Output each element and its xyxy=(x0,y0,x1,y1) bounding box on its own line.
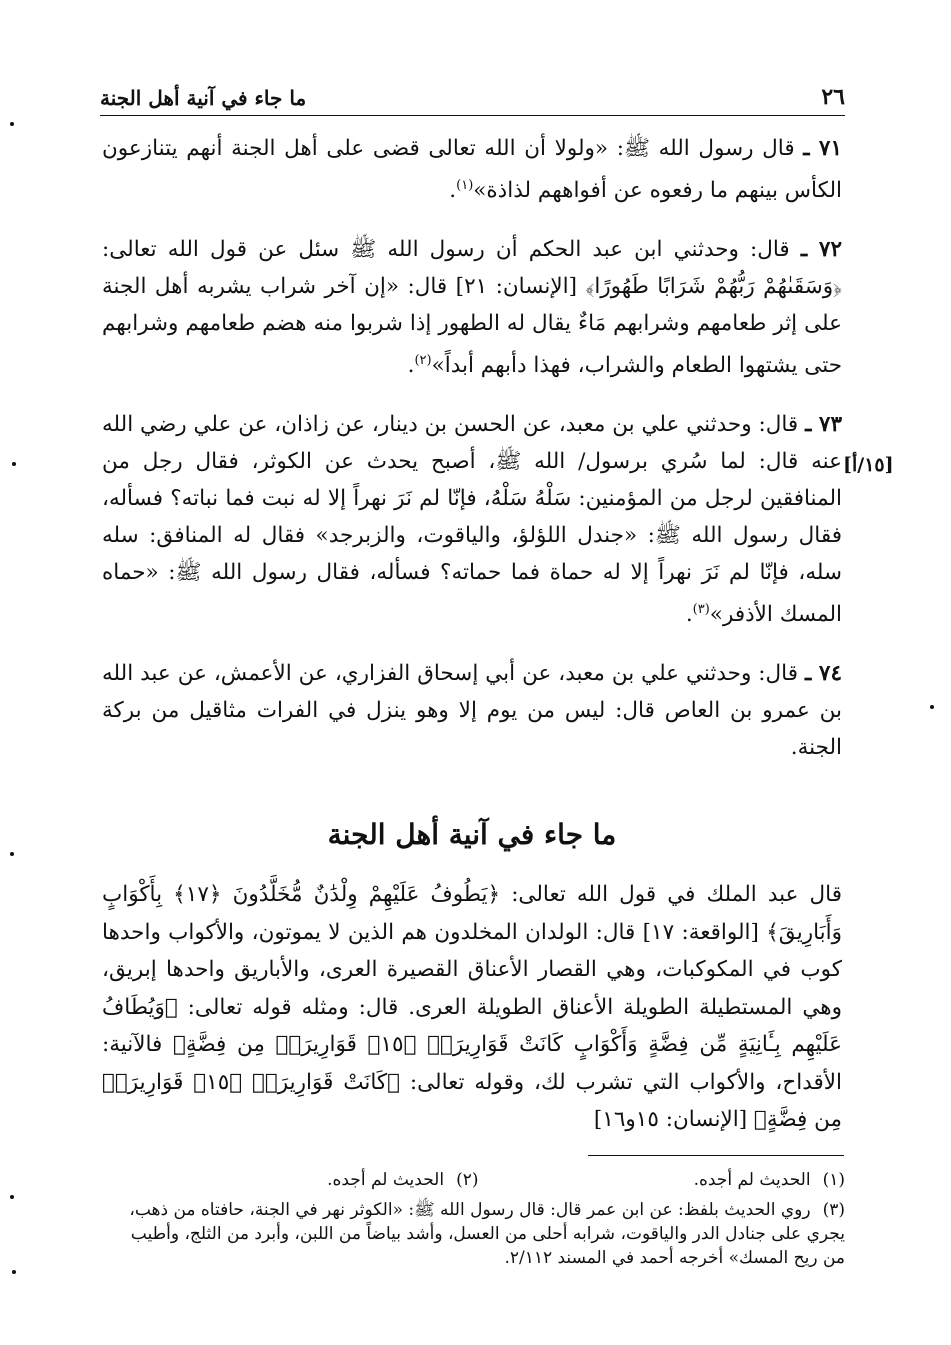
scan-speck xyxy=(10,852,14,856)
hadith-number: ٧٢ ـ xyxy=(800,237,842,263)
running-title: ما جاء في آنية أهل الجنة xyxy=(100,86,307,110)
footnote-ref: (٢) xyxy=(414,353,432,369)
hadith-text: قال: وحدثني علي بن معبد، عن أبي إسحاق الفزاري، عن الأعمش، عن عبد الله بن عمرو بن العاص قال: ليس من يوم إلا وهو ينزل في الفرات مثاقيل من بركة الجنة. xyxy=(102,661,842,761)
hadith-number: ٧٤ ـ xyxy=(804,661,842,687)
footnote-3 xyxy=(112,1198,845,1270)
scan-speck xyxy=(12,462,16,466)
scan-speck xyxy=(10,1195,14,1199)
footnote-text: روي الحديث بلفظ: عن ابن عمر قال: قال رسول الله ﷺ: «الكوثر نهر في الجنة، حافتاه من ذهب، يجري على جنادل الدر والياقوت، شرابه أحلى من العسل، وأشد بياضاً من اللبن، وأبرد من الثلج، وأطيب من ريح المسك» أخرجه أحمد في المسند ٢/١١٢. xyxy=(129,1200,845,1268)
hadith-73: ٧٣ ـ قال: وحدثني علي بن معبد، عن الحسن بن دينار، عن زاذان، عن علي رضي الله عنه قال: لما سُري برسول/ الله ﷺ، أصبح يحدث عن الكوثر، فقال رجل من المنافقين لرجل من المؤمنين: سَلْهُ سَلْهُ، فإنّا لم نَرَ نهراً إلا له نبت فما نباته؟ فسأله، فقال رسول الله ﷺ: «جندل اللؤلؤ، والياقوت، والزبرجد» فقال له المنافق: سله سله، فإنّا لم نَرَ نهراً إلا له حماة فما حماته؟ فسأله، فقال رسول الله ﷺ: «حماه المسك الأذفر»$^{(٣)}$. xyxy=(102,412,842,628)
section-title: ما جاء في آنية أهل الجنة xyxy=(327,818,617,851)
footnote-row xyxy=(112,1168,845,1192)
main-text xyxy=(102,130,842,788)
page-header xyxy=(100,82,845,116)
hadith-text: قال: وحدثني ابن عبد الحكم أن رسول الله ﷺ سئل عن قول الله تعالى: ﴿وَسَقَىٰهُمْ رَبُّهُمْ شَرَابًا طَهُورًا﴾ [الإنسان: ٢١] قال: «إن آخر شراب يشربه أهل الجنة على إثر طعامهم وشرابهم مَاءٌ يقال له الطهور إذا شربوا منه هضم طعامهم وشرابهم حتى يشتهوا الطعام والشراب، فهذا دأبهم أبداً» xyxy=(102,237,843,379)
header-rule xyxy=(100,115,845,116)
margin-folio-reference: [١٥/أ] xyxy=(843,454,894,476)
hadith-number: ٧١ ـ xyxy=(803,136,842,161)
footnote-rule xyxy=(588,1155,844,1156)
page-number: ٢٦ xyxy=(821,84,845,110)
hadith-number: ٧٣ ـ xyxy=(805,412,842,438)
section-text xyxy=(102,876,842,1161)
hadith-71: ٧١ ـ قال رسول الله ﷺ: «ولولا أن الله تعالى قضى على أهل الجنة أنهم يتنازعون الكأس بينهم ما رفعوه عن أفواههم لذاذة»$^{(١)}$. xyxy=(102,136,842,204)
footnote-1 xyxy=(479,1168,846,1192)
footnote-number: (٣) xyxy=(822,1200,845,1220)
hadith-72: ٧٢ ـ قال: وحدثني ابن عبد الحكم أن رسول الله ﷺ سئل عن قول الله تعالى: ﴿وَسَقَىٰهُمْ رَبُّهُمْ شَرَابًا طَهُورًا﴾ [الإنسان: ٢١] قال: «إن آخر شراب يشربه أهل الجنة على إثر طعامهم وشرابهم مَاءٌ يقال له الطهور إذا شربوا منه هضم طعامهم وشرابهم حتى يشتهوا الطعام والشراب، فهذا دأبهم أبداً»$^{(٢)}$. xyxy=(102,237,843,379)
footnote-ref: (١) xyxy=(456,178,474,193)
scan-speck xyxy=(930,705,934,709)
footnote-ref: (٣) xyxy=(692,602,710,618)
footnote-text: الحديث لم أجده. xyxy=(327,1170,445,1190)
footnote-number: (١) xyxy=(822,1170,845,1190)
scan-speck xyxy=(12,1270,16,1274)
section-paragraph: قال عبد الملك في قول الله تعالى: ﴿يَطُوفُ عَلَيْهِمْ وِلْدَٰنٌ مُّخَلَّدُونَ ﴿١٧﴾ بِأَكْوَابٍ وَأَبَارِيقَ﴾ [الواقعة: ١٧] قال: الولدان المخلدون هم الذين لا يموتون، والأكواب واحدها كوب في المكوكبات، وهي القصار الأعناق القصيرة العرى، والأباريق واحدها إبريق، وهي المستطيلة الطويلة الأعناق الطويلة العرى. قال: ومثله قوله تعالى: ﴿وَيُطَافُ عَلَيْهِم بِـَٔانِيَةٍ مِّن فِضَّةٍ وَأَكْوَابٍ كَانَتْ قَوَارِيرَا۠ ﴿١٥﴾ قَوَارِيرَا۟ مِن فِضَّةٍ﴾ فالآنية: الأقداح، والأكواب التي تشرب لك، وقوله تعالى: ﴿كَانَتْ قَوَارِيرَا۠ ﴿١٥﴾ قَوَارِيرَا۟ مِن فِضَّةٍ﴾ [الإنسان: ١٥و١٦] xyxy=(102,882,842,1132)
scan-speck xyxy=(10,122,14,126)
footnotes xyxy=(112,1168,845,1276)
hadith-74 xyxy=(102,655,842,766)
footnote-2 xyxy=(112,1168,479,1192)
hadith-text: قال: وحدثني علي بن معبد، عن الحسن بن دينار، عن زاذان، عن علي رضي الله عنه قال: لما سُري برسول/ الله ﷺ، أصبح يحدث عن الكوثر، فقال رجل من المنافقين لرجل من المؤمنين: سَلْهُ سَلْهُ، فإنّا لم نَرَ نهراً إلا له نبت فما نباته؟ فسأله، فقال رسول الله ﷺ: «جندل اللؤلؤ، والياقوت، والزبرجد» فقال له المنافق: سله سله، فإنّا لم نَرَ نهراً إلا له حماة فما حماته؟ فسأله، فقال رسول الله ﷺ: «حماه المسك الأذفر» xyxy=(102,412,842,628)
footnote-text: الحديث لم أجده. xyxy=(693,1170,811,1190)
hadith-text: قال رسول الله ﷺ: «ولولا أن الله تعالى قضى على أهل الجنة أنهم يتنازعون الكأس بينهم ما رفعوه عن أفواههم لذاذة» xyxy=(102,136,842,204)
footnote-number: (٢) xyxy=(456,1170,479,1190)
